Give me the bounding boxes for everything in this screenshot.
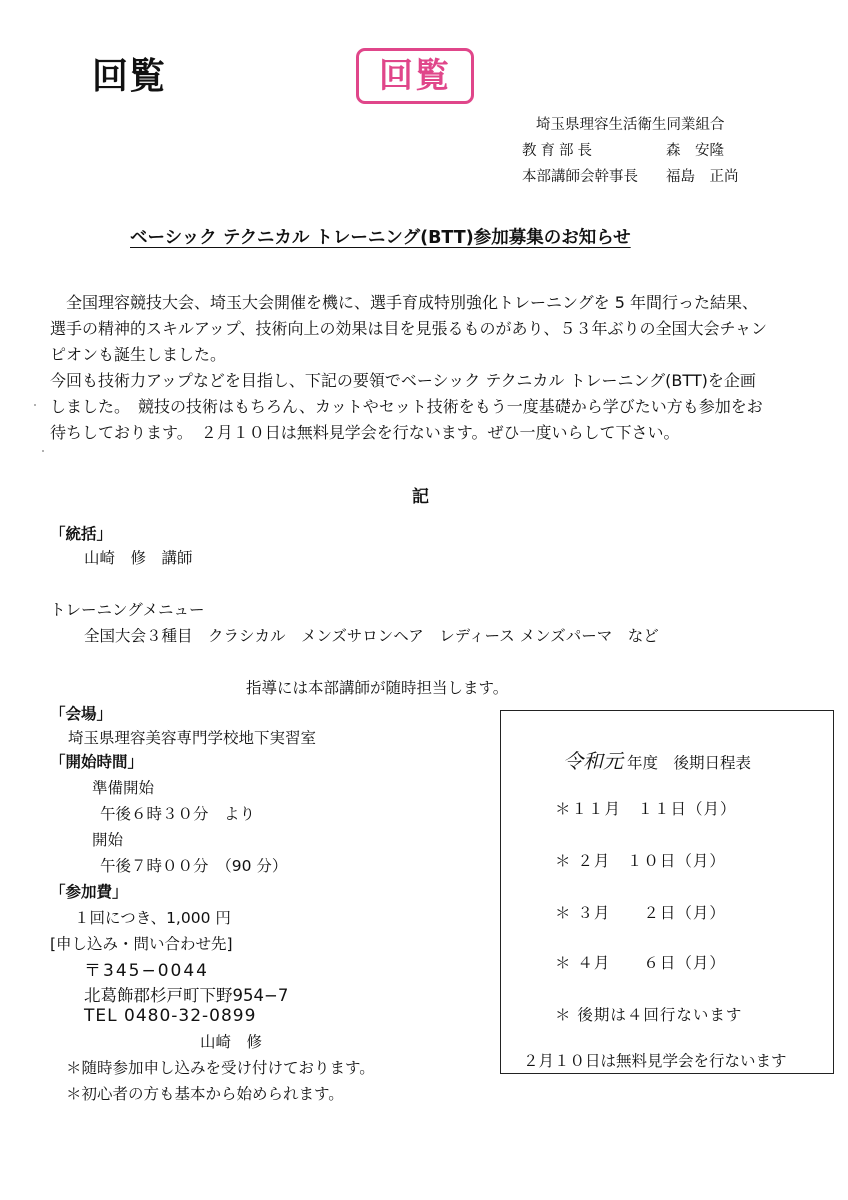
schedule-item: ＊ ３月 ２日（月）: [555, 904, 726, 922]
sender-name: 森 安隆: [666, 143, 724, 159]
document-title: ベーシック テクニカル トレーニング(BTT)参加募集のお知らせ: [130, 228, 631, 248]
fee-value: １回につき、1,000 円: [74, 909, 231, 927]
body-line: 今回も技術力アップなどを目指し、下記の要領でベーシック テクニカル トレーニング(BTT)を企画: [50, 371, 756, 390]
body-line: しました。 競技の技術はもちろん、カットやセット技術をもう一度基礎から学びたい方も参加をお: [50, 397, 763, 416]
circulation-stamp: 回覧: [356, 48, 474, 104]
body-line: 全国理容競技大会、埼玉大会開催を機に、選手育成特別強化トレーニングを 5 年間行った結果、: [50, 293, 759, 312]
schedule-era: 令和元: [563, 749, 623, 773]
postal-code: 〒345−0044: [84, 961, 209, 981]
start-label: 開始: [92, 831, 124, 849]
scan-speck: [34, 404, 36, 406]
body-text: [50, 290, 810, 446]
ki-heading: 記: [412, 487, 429, 507]
sender-line: [522, 164, 739, 190]
schedule-item: ＊１１月 １１日（月）: [555, 800, 737, 818]
contact-label: [申し込み・問い合わせ先]: [50, 935, 233, 953]
body-line: ピオンも誕生しました。: [50, 345, 227, 364]
circulation-label: 回覧: [92, 56, 167, 97]
scan-speck: [42, 450, 44, 452]
menu-value: 全国大会３種目 クラシカル メンズサロンヘア レディース メンズパーマ など: [84, 627, 659, 645]
sender-role: 教育部長: [522, 143, 596, 159]
time-label: 「開始時間」: [50, 753, 144, 771]
venue-value: 埼玉県理容美容専門学校地下実習室: [68, 729, 317, 747]
supervisor-label: 「統括」: [50, 525, 113, 543]
schedule-box: [500, 710, 834, 1074]
contact-tel: TEL 0480-32-0899: [84, 1006, 257, 1026]
prep-label: 準備開始: [92, 779, 155, 797]
sender-block: [522, 112, 739, 190]
schedule-item: ＊ 後期は４回行ないます: [555, 1006, 743, 1024]
sender-role: 本部講師会幹事長: [522, 169, 638, 185]
sender-line: [522, 138, 739, 164]
supervisor-value: 山崎 修 講師: [84, 549, 193, 567]
instructors-note: 指導には本部講師が随時担当します。: [246, 679, 509, 697]
sender-organization: 埼玉県理容生活衛生同業組合: [536, 117, 725, 133]
prep-time: 午後６時３０分 より: [100, 805, 256, 823]
schedule-item: ＊ ２月 １０日（月）: [555, 852, 726, 870]
schedule-heading-text: 年度 後期日程表: [627, 754, 752, 772]
contact-address: 北葛飾郡杉戸町下野954−7: [84, 986, 289, 1005]
venue-label: 「会場」: [50, 705, 113, 723]
start-time: 午後７時００分 （90 分）: [100, 857, 288, 875]
schedule-item: ＊ ４月 ６日（月）: [555, 954, 726, 972]
body-line: 選手の精神的スキルアップ、技術向上の効果は目を見張るものがあり、５３年ぶりの全国大会チャン: [50, 319, 767, 338]
schedule-heading: [563, 745, 751, 774]
body-line: 待ちしております。 ２月１０日は無料見学会を行ないます。ぜひ一度いらして下さい。: [50, 423, 680, 442]
schedule-note: ２月１０日は無料見学会を行ないます: [523, 1052, 787, 1070]
note-item: ＊随時参加申し込みを受け付けております。: [66, 1059, 375, 1077]
contact-name: 山崎 修: [200, 1033, 263, 1051]
note-item: ＊初心者の方も基本から始められます。: [66, 1085, 344, 1103]
fee-label: 「参加費」: [50, 883, 128, 901]
sender-name: 福島 正尚: [666, 169, 739, 185]
menu-label: トレーニングメニュー: [50, 601, 205, 619]
